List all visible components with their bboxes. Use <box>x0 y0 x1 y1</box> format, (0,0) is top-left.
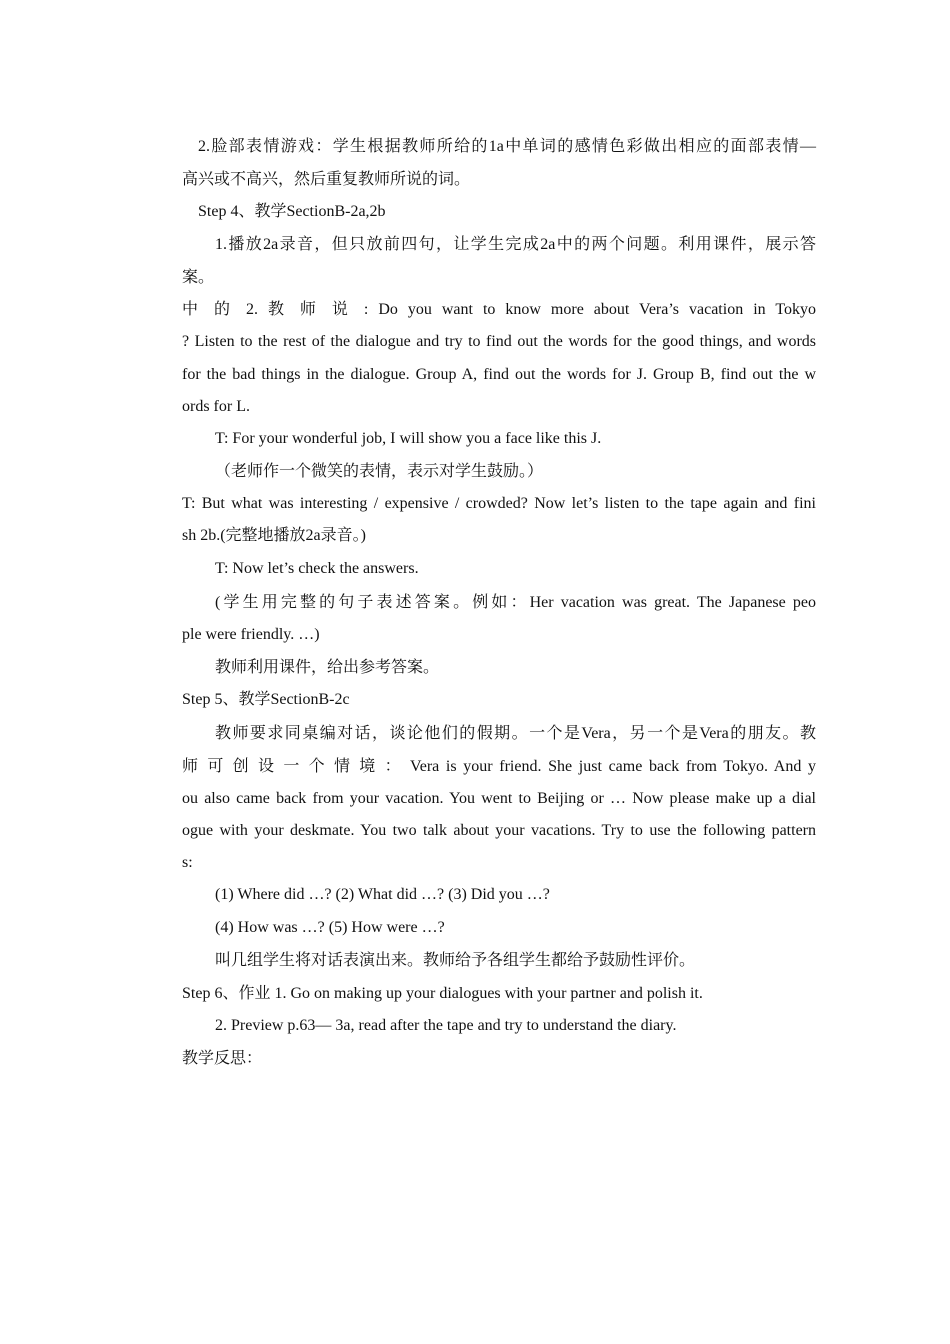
paragraph-line: 师 可 创 设 一 个 情 境 ： Vera is your friend. She just came back from Tokyo. And y <box>182 758 816 775</box>
pattern-line: (4) How was …? (5) How were …? <box>215 919 445 936</box>
paragraph-line: 教师利用课件，给出参考答案。 <box>215 659 440 676</box>
reflection-heading: 教学反思： <box>182 1050 263 1067</box>
paragraph-line: ou also came back from your vacation. You went to Beijing or … Now please make up a dial <box>182 790 816 807</box>
paragraph-line: ple were friendly. …) <box>182 626 320 643</box>
paragraph-line: 1.播放2a录音，但只放前四句，让学生完成2a中的两个问题。利用课件，展示答 <box>215 236 816 253</box>
paragraph-line: 高兴或不高兴，然后重复教师所说的词。 <box>182 171 471 188</box>
paragraph-line: 教师要求同桌编对话，谈论他们的假期。一个是Vera，另一个是Vera的朋友。教 <box>215 725 816 742</box>
paragraph-line: sh 2b.(完整地播放2a录音。) <box>182 527 366 544</box>
paragraph-line: （老师作一个微笑的表情，表示对学生鼓励。） <box>215 463 544 480</box>
paragraph-line: 中 的 2. 教 师 说 : Do you want to know more about Vera’s vacation in Tokyo <box>182 301 816 318</box>
step-heading: Step 4、教学SectionB-2a,2b <box>198 203 386 220</box>
paragraph-line: 案。 <box>182 269 215 286</box>
dialogue-line: T: But what was interesting / expensive / crowded? Now let’s listen to the tape again and fini <box>182 495 816 512</box>
step-heading: Step 5、教学SectionB-2c <box>182 691 350 708</box>
pattern-line: (1) Where did …? (2) What did …? (3) Did you …? <box>215 886 550 903</box>
paragraph-line: s: <box>182 854 193 871</box>
paragraph-line: 叫几组学生将对话表演出来。教师给予各组学生都给予鼓励性评价。 <box>215 952 696 969</box>
paragraph-line: 2.脸部表情游戏：学生根据教师所给的1a中单词的感情色彩做出相应的面部表情— <box>198 138 816 155</box>
step-heading: Step 6、作业 1. Go on making up your dialogues with your partner and polish it. <box>182 985 703 1002</box>
paragraph-line: ords for L. <box>182 398 250 415</box>
paragraph-line: ogue with your deskmate. You two talk about your vacations. Try to use the following pattern <box>182 822 816 839</box>
paragraph-line: (学生用完整的句子表述答案。例如：Her vacation was great. The Japanese peo <box>215 594 816 611</box>
dialogue-line: T: Now let’s check the answers. <box>215 560 419 577</box>
paragraph-line: 2. Preview p.63— 3a, read after the tape and try to understand the diary. <box>215 1017 677 1034</box>
paragraph-line: ? Listen to the rest of the dialogue and try to find out the words for the good things, and words <box>182 333 816 350</box>
dialogue-line: T: For your wonderful job, I will show you a face like this J. <box>215 430 602 447</box>
paragraph-line: for the bad things in the dialogue. Group A, find out the words for J. Group B, find out the w <box>182 366 816 383</box>
